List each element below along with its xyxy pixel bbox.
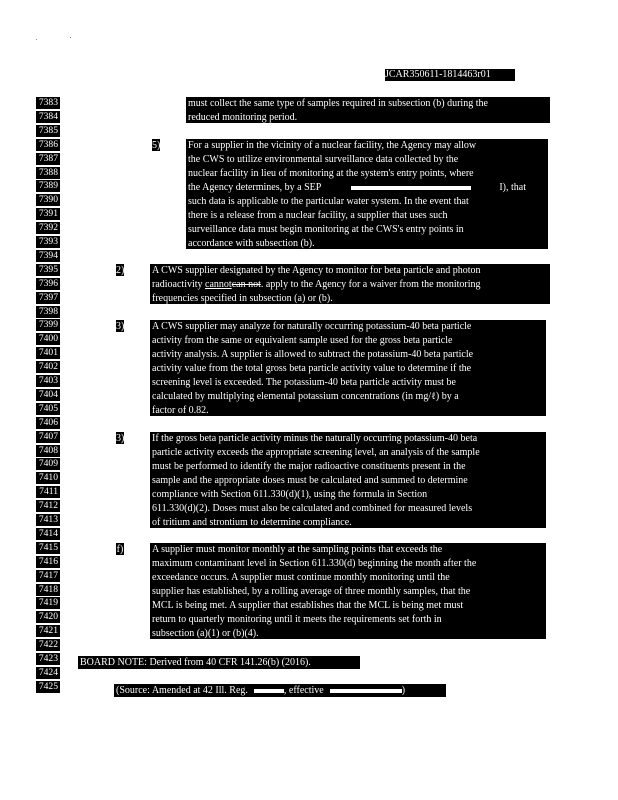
line-number: 7392 (36, 222, 60, 234)
line-number: 7393 (36, 236, 60, 248)
line-number: 7413 (36, 514, 60, 526)
line-number: 7385 (36, 125, 60, 137)
line-number: 7399 (36, 319, 60, 331)
line-number: 7421 (36, 625, 60, 637)
source-suffix: ) (401, 685, 406, 696)
line-number: 7425 (36, 681, 60, 693)
text-line: compliance with Section 611.330(d)(1), using the formula in Section (152, 489, 428, 500)
line-number: 7402 (36, 361, 60, 373)
paragraph-marker: 5) (152, 140, 160, 151)
line-number: 7388 (36, 167, 60, 179)
line-number: 7398 (36, 306, 60, 318)
paragraph-marker: 2) (116, 265, 124, 276)
text-line: A CWS supplier designated by the Agency to monitor for beta particle and photon (152, 265, 481, 276)
line-number: 7420 (36, 611, 60, 623)
line-number: 7423 (36, 653, 60, 665)
line-number: 7404 (36, 389, 60, 401)
text-line: activity value from the total gross beta particle activity value to determine if the (152, 363, 472, 374)
sep-text: the Agency determines, by a SEP (188, 182, 322, 193)
document-id-header: JCAR350611-1814463r01 (385, 69, 515, 81)
text-line: calculated by multiplying elemental potassium concentrations (in mg/ℓ) by a (152, 391, 459, 402)
text-line: the CWS to utilize environmental surveillance data collected by the (188, 154, 459, 165)
text-line: 611.330(d)(2). Doses must also be calculated and combined for measured levels (152, 503, 473, 514)
redaction-bar (351, 186, 471, 190)
line-number: 7395 (36, 264, 60, 276)
line-number: 7400 (36, 333, 60, 345)
sep-tail: I), that (499, 182, 526, 193)
text-line: For a supplier in the vicinity of a nuclear facility, the Agency may allow (188, 140, 477, 151)
line-number: 7422 (36, 639, 60, 651)
source-middle: , effective (283, 685, 324, 696)
text-line: MCL is being met. A supplier that establishes that the MCL is being met must (152, 600, 464, 611)
line-number: 7411 (36, 486, 60, 498)
board-note: BOARD NOTE: Derived from 40 CFR 141.26(b) (2016). (78, 656, 360, 669)
line-number: 7387 (36, 153, 60, 165)
text-line: If the gross beta particle activity minus the naturally occurring potassium-40 beta (152, 433, 478, 444)
source-line (114, 684, 446, 697)
paragraph-5 (186, 139, 548, 249)
line-number: 7412 (36, 500, 60, 512)
scan-speck (70, 37, 71, 38)
line-number: 7396 (36, 278, 60, 290)
line-number: 7409 (36, 458, 60, 470)
text-line: reduced monitoring period. (188, 112, 298, 123)
text-line: such data is applicable to the particular water system. In the event that (188, 196, 469, 207)
text-line: screening level is exceeded. The potassium-40 beta particle activity must be (152, 377, 456, 388)
text-line: frequencies specified in subsection (a) or (b). (152, 293, 333, 304)
source-prefix: (Source: Amended at 42 Ill. Reg. (116, 685, 248, 696)
redaction-bar (330, 689, 402, 693)
text-line: sample and the appropriate doses must be calculated and summed to determine (152, 475, 468, 486)
line-number: 7394 (36, 250, 60, 262)
redaction-bar (254, 689, 284, 693)
line-number: 7383 (36, 97, 60, 109)
text-line: return to quarterly monitoring until it meets the requirements set forth in (152, 614, 442, 625)
paragraph-marker: f) (116, 544, 124, 555)
text-line: A supplier must monitor monthly at the sampling points that exceeds the (152, 544, 443, 555)
line-number: 7410 (36, 472, 60, 484)
text-line: accordance with subsection (b). (188, 238, 315, 249)
text-line: must be performed to identify the major radioactive constituents present in the (152, 461, 466, 472)
deleted-text: can not (231, 279, 261, 290)
line-number: 7397 (36, 292, 60, 304)
paragraph-marker: 3) (116, 433, 124, 444)
line-number: 7391 (36, 208, 60, 220)
line-number: 7408 (36, 445, 60, 457)
text-line (152, 278, 548, 292)
text-line (188, 181, 546, 195)
text-line: particle activity exceeds the appropriate screening level, an analysis of the sample (152, 447, 480, 458)
inserted-text: cannot (205, 279, 232, 290)
text-line: must collect the same type of samples required in subsection (b) during the (188, 98, 488, 109)
line-number: 7403 (36, 375, 60, 387)
paragraph-f (150, 543, 546, 639)
line-number: 7405 (36, 403, 60, 415)
scan-speck (36, 39, 37, 40)
line-number: 7418 (36, 584, 60, 596)
text-line: supplier has established, by a rolling average of three monthly samples, that the (152, 586, 471, 597)
line-number: 7401 (36, 347, 60, 359)
paragraph-4 (150, 432, 546, 528)
line-number: 7417 (36, 570, 60, 582)
text-line: of tritium and strontium to determine compliance. (152, 517, 352, 528)
line-number: 7390 (36, 194, 60, 206)
text-fragment: radioactivity (152, 279, 206, 290)
line-number: 7414 (36, 528, 60, 540)
text-line: activity analysis. A supplier is allowed to subtract the potassium-40 beta particle (152, 349, 474, 360)
line-number: 7424 (36, 667, 60, 679)
line-number: 7406 (36, 417, 60, 429)
paragraph-continuation (186, 97, 550, 123)
text-line: exceedance occurs. A supplier must continue monthly monitoring until the (152, 572, 450, 583)
text-fragment: . apply to the Agency for a waiver from the monitoring (260, 279, 481, 290)
text-line: subsection (a)(1) or (b)(4). (152, 628, 259, 639)
text-line: activity from the same or equivalent sample used for the gross beta particle (152, 335, 453, 346)
text-line: A CWS supplier may analyze for naturally occurring potassium-40 beta particle (152, 321, 472, 332)
line-number: 7386 (36, 139, 60, 151)
line-number: 7384 (36, 111, 60, 123)
paragraph-2 (150, 264, 550, 304)
text-line: surveillance data must begin monitoring at the CWS's entry points in (188, 224, 464, 235)
paragraph-3 (150, 320, 546, 416)
paragraph-marker: 3) (116, 321, 124, 332)
text-line: there is a release from a nuclear facility, a supplier that uses such (188, 210, 448, 221)
text-line: maximum contaminant level in Section 611.330(d) beginning the month after the (152, 558, 477, 569)
text-line: factor of 0.82. (152, 405, 209, 416)
line-number: 7415 (36, 542, 60, 554)
line-number: 7407 (36, 431, 60, 443)
line-number: 7389 (36, 180, 60, 192)
line-number: 7416 (36, 556, 60, 568)
text-line: nuclear facility in lieu of monitoring at the system's entry points, where (188, 168, 474, 179)
line-number: 7419 (36, 597, 60, 609)
